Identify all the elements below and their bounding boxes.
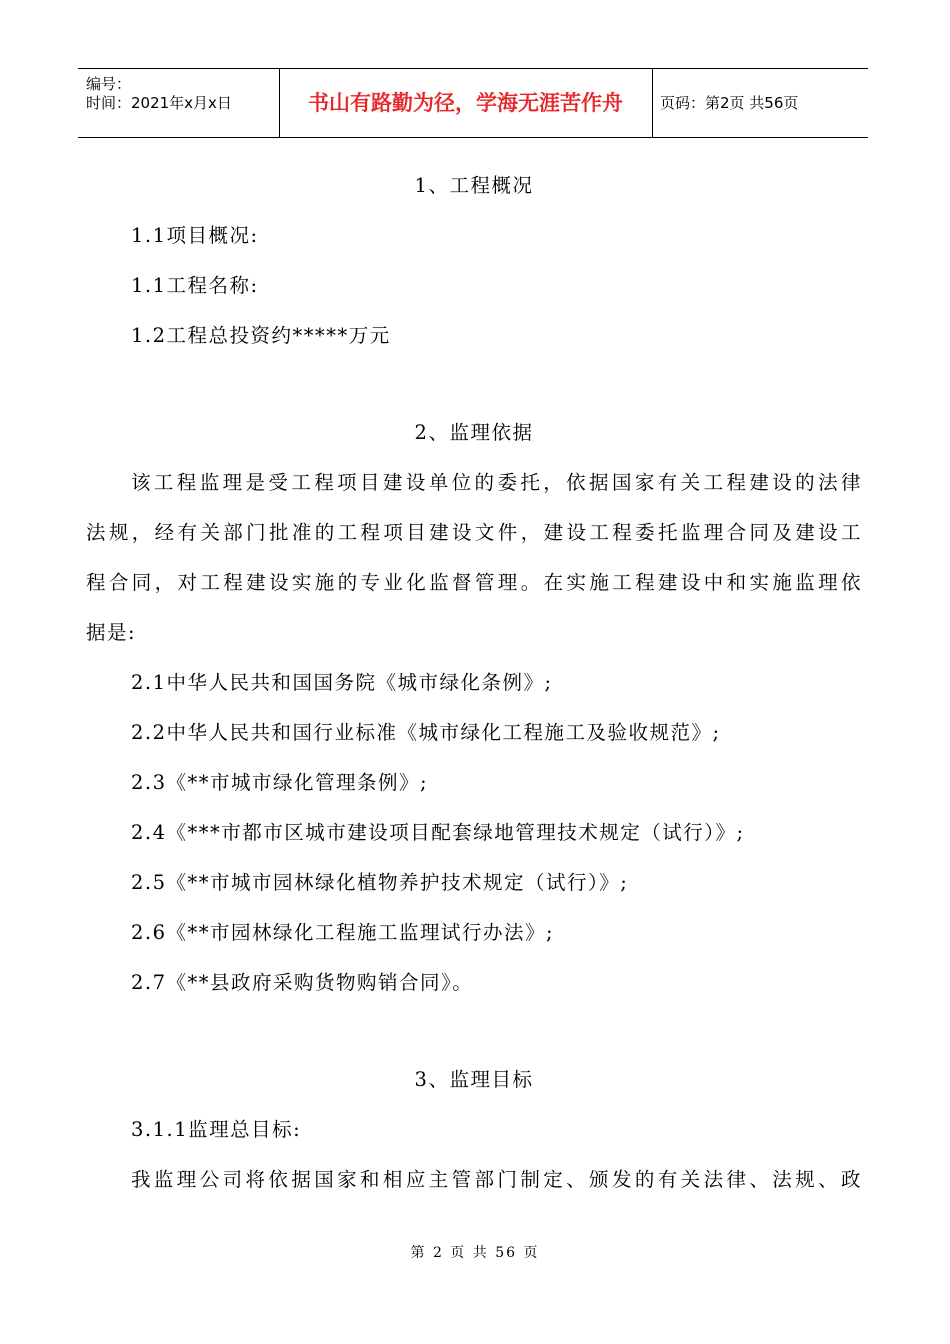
document-header	[78, 68, 868, 138]
basis-item-2-4: 2.4《***市都市区城市建设项目配套绿地管理技术规定（试行）》;	[131, 821, 745, 844]
document-body	[86, 172, 862, 1216]
header-motto-cell	[279, 69, 653, 137]
header-meta-cell	[78, 69, 280, 137]
blank-gap	[86, 1019, 862, 1066]
item-1-1-project-name: 1.1工程名称:	[131, 274, 259, 297]
basis-item-2-6: 2.6《**市园林绿化工程施工监理试行办法》;	[131, 921, 555, 944]
page-footer: 第 2 页 共 56 页	[410, 1245, 540, 1261]
basis-item-2-7: 2.7《**县政府采购货物购销合同》。	[131, 971, 474, 994]
header-page-info: 页码：第2页 共56页	[660, 94, 799, 112]
basis-item-2-5: 2.5《**市城市园林绿化植物养护技术规定（试行）》;	[131, 871, 629, 894]
paragraph-line: 程合同，对工程建设实施的专业化监督管理。在实施工程建设中和实施监理依	[86, 571, 862, 594]
item-3-1-1-overall-goal: 3.1.1监理总目标:	[131, 1118, 302, 1141]
paragraph-line: 我监理公司将依据国家和相应主管部门制定、颁发的有关法律、法规、政	[131, 1168, 862, 1191]
header-page-cell	[652, 69, 868, 137]
section-1-title: 1、工程概况	[414, 174, 534, 197]
section-2-title: 2、监理依据	[414, 421, 534, 444]
paragraph-line: 据是:	[86, 621, 137, 644]
item-1-2-total-investment: 1.2工程总投资约*****万元	[131, 324, 391, 347]
basis-item-2-3: 2.3《**市城市绿化管理条例》;	[131, 771, 429, 794]
header-motto: 书山有路勤为径，学海无涯苦作舟	[308, 91, 623, 115]
item-1-1-project-overview: 1.1项目概况:	[131, 224, 259, 247]
paragraph-line: 法规，经有关部门批准的工程项目建设文件，建设工程委托监理合同及建设工	[86, 521, 862, 544]
blank-gap	[86, 372, 862, 419]
section-3-title: 3、监理目标	[414, 1068, 534, 1091]
basis-item-2-2: 2.2中华人民共和国行业标准《城市绿化工程施工及验收规范》;	[131, 721, 721, 744]
document-time-label: 时间：2021年x月x日	[86, 94, 232, 112]
basis-item-2-1: 2.1中华人民共和国国务院《城市绿化条例》;	[131, 671, 553, 694]
paragraph-line: 该工程监理是受工程项目建设单位的委托，依据国家有关工程建设的法律	[131, 471, 862, 494]
document-number-label: 编号：	[86, 75, 132, 93]
